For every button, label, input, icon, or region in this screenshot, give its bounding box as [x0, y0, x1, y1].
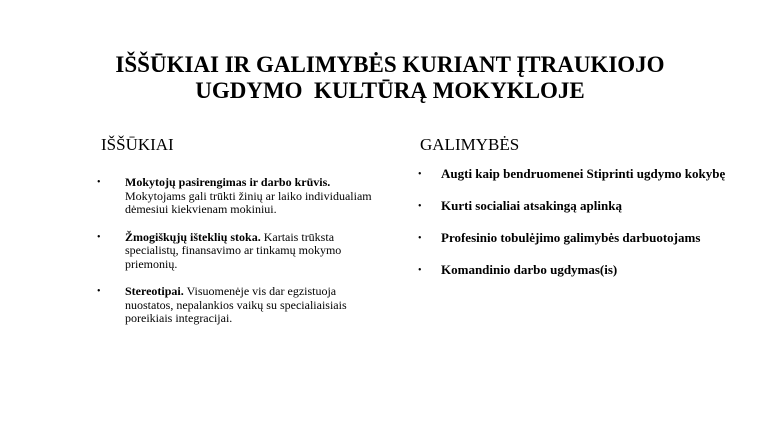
challenge-title: Žmogiškųjų išteklių stoka.: [125, 229, 261, 244]
challenge-title: Mokytojų pasirengimas ir darbo krūvis.: [125, 175, 331, 189]
opportunity-item: [418, 198, 726, 214]
challenges-list: [97, 176, 387, 340]
challenge-item: [97, 231, 387, 272]
page-title: [60, 52, 720, 104]
bullet-icon: •: [97, 231, 101, 243]
opportunity-text: Komandinio darbo ugdymas(is): [441, 262, 618, 277]
bullet-icon: •: [418, 201, 422, 212]
challenges-heading: IŠŠŪKIAI: [101, 135, 174, 154]
challenge-title: Stereotipai.: [125, 284, 184, 298]
bullet-icon: •: [97, 177, 101, 188]
bullet-icon: •: [97, 286, 101, 297]
challenge-item: [97, 176, 387, 217]
bullet-icon: •: [418, 169, 422, 180]
challenge-item: [97, 285, 387, 326]
bullet-icon: •: [418, 233, 422, 244]
opportunities-heading: GALIMYBĖS: [420, 135, 520, 154]
opportunity-item: [418, 230, 726, 246]
opportunity-text: Profesinio tobulėjimo galimybės darbuotojams: [441, 230, 701, 245]
opportunity-item: [418, 262, 726, 278]
opportunity-text: Kurti socialiai atsakingą aplinką: [441, 198, 622, 213]
challenge-text: Visuomenėje vis dar egzistuoja nuostatos, nepalankios vaikų su specialiaisiais poreikiais integracijai.: [125, 284, 347, 325]
opportunity-text: Augti kaip bendruomenei Stiprinti ugdymo kokybę: [441, 166, 726, 181]
opportunity-item: [418, 166, 726, 182]
challenge-text: Kartais trūksta specialistų, finansavimo ar tinkamų mokymo priemonių.: [125, 229, 342, 271]
opportunities-list: [418, 166, 726, 294]
title-line-2: UGDYMO KULTŪRĄ MOKYKLOJE: [195, 78, 585, 103]
title-line-1: IŠŠŪKIAI IR GALIMYBĖS KURIANT ĮTRAUKIOJO: [115, 52, 665, 77]
challenge-text: Mokytojams gali trūkti žinių ar laiko individualiam dėmesiui kiekvienam mokiniui.: [125, 188, 372, 216]
bullet-icon: •: [418, 265, 422, 276]
